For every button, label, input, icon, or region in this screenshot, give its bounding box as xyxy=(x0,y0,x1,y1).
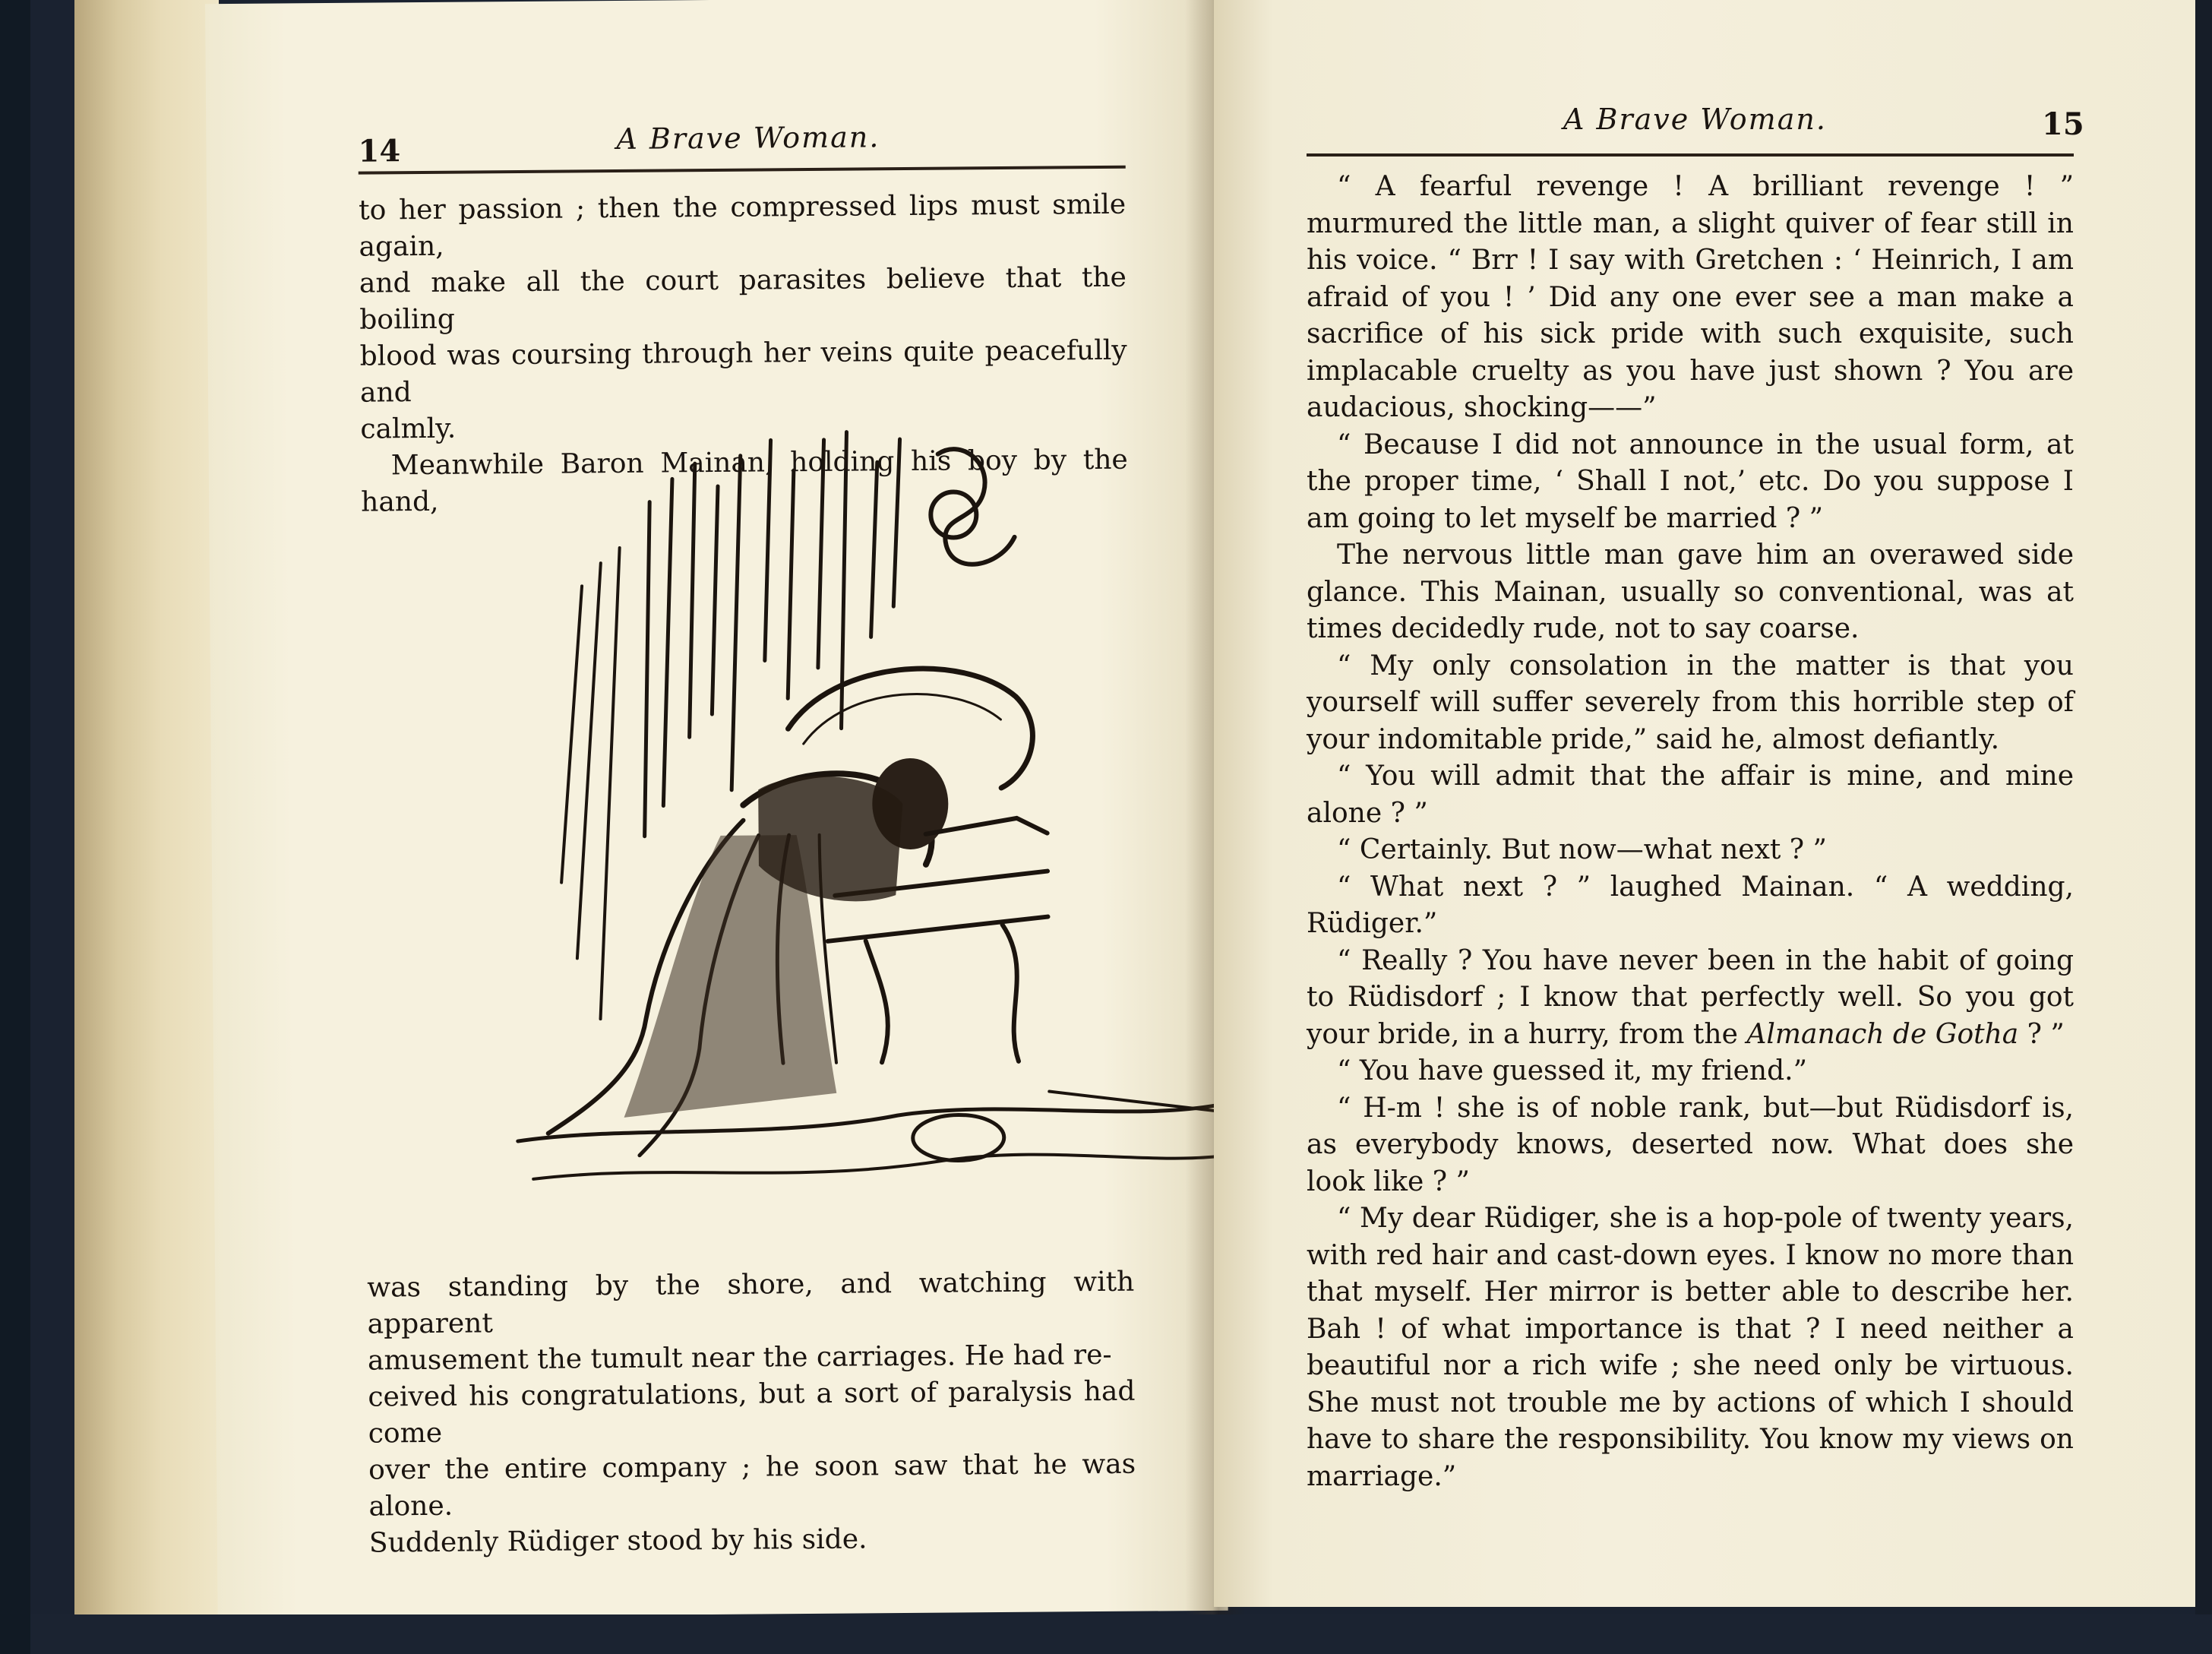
text-line: calmly. xyxy=(360,413,457,445)
left-bottom-text xyxy=(367,1264,1136,1562)
text-line: was standing by the shore, and watching with apparent xyxy=(367,1266,1135,1340)
paragraph: “ My only consolation in the matter is that you yourself will suffer severely from this horrible step of your indomitable pride,” said he, almost defiantly. xyxy=(1307,650,2074,755)
paragraph-text: “ Really ? You have never been in the habit of going to Rüdisdorf ; I know that perfectly well. So you got your bride, in a hurry, from the xyxy=(1307,944,2074,1050)
page-edges xyxy=(74,0,219,1633)
running-head-right: A Brave Woman. xyxy=(1563,103,1827,136)
text-line: Meanwhile Baron Mainan, holding his boy by the hand, xyxy=(361,444,1128,518)
paragraph: “ A fearful revenge ! A brilliant revenge ! ” murmured the little man, a slight quiver of fear still in his voice. “ Brr ! I say with Gretchen : ‘ Heinrich, I am afraid of you ! ’ Did any one ever see a man make a sacrifice of his sick pride with such exquisite, such implacable cruelty as you have just shown ? You are audacious, shocking——” xyxy=(1307,171,2074,423)
cover-edge-right xyxy=(2195,0,2212,1654)
paragraph: “ Certainly. But now—what next ? ” xyxy=(1337,834,1827,865)
cover-edge-bottom xyxy=(30,1614,2212,1654)
page-number-left: 14 xyxy=(358,133,401,169)
paragraph: “ H-m ! she is of noble rank, but—but Rüdisdorf is, as everybody knows, deserted now. What does she look like ? ” xyxy=(1307,1092,2074,1197)
paragraph: “ Because I did not announce in the usual form, at the proper time, ‘ Shall I not,’ etc. Do you suppose I am going to let myself be married ? ” xyxy=(1307,429,2074,534)
right-text xyxy=(1307,169,2074,1495)
running-head-left: A Brave Woman. xyxy=(616,120,880,156)
paragraph-end: ? ” xyxy=(2018,1018,2065,1050)
header-rule-left xyxy=(359,166,1126,175)
paragraph: “ You will admit that the affair is mine, and mine alone ? ” xyxy=(1307,761,2074,829)
paragraph: “ My dear Rüdiger, she is a hop-pole of twenty years, with red hair and cast-down eyes. I know no more than that myself. Her mirror is better able to describe her. Bah ! of what importance is that ? I need neither a beautiful nor a rich wife ; she need only be virtuous. She must not trouble me by actions of which I should have to share the responsibility. You know my views on marriage.” xyxy=(1307,1203,2074,1492)
text-line: ceived his congratulations, but a sort of paralysis had come xyxy=(368,1375,1136,1450)
text-line: to her passion ; then the compressed lips must smile again, xyxy=(359,188,1127,263)
paragraph: The nervous little man gave him an overawed side glance. This Mainan, usually so conventional, was at times decidedly rude, not to say coarse. xyxy=(1307,539,2074,644)
paragraph xyxy=(1307,943,2074,1054)
paragraph: “ What next ? ” laughed Mainan. “ A wedding, Rüdiger.” xyxy=(1307,871,2074,939)
header-rule-right xyxy=(1307,153,2074,157)
left-page xyxy=(205,0,1228,1618)
text-line: and make all the court parasites believe that the boiling xyxy=(359,261,1127,336)
italic-title: Almanach de Gotha xyxy=(1746,1018,2019,1050)
text-line: Suddenly Rüdiger stood by his side. xyxy=(368,1523,867,1559)
text-line: blood was coursing through her veins quite peacefully and xyxy=(359,334,1127,409)
text-line: amusement the tumult near the carriages. He had re- xyxy=(367,1339,1112,1377)
kneeling-woman-illustration xyxy=(466,406,1278,1232)
text-line: over the entire company ; he soon saw that he was alone. xyxy=(368,1448,1136,1523)
right-page xyxy=(1214,0,2201,1607)
page-number-right: 15 xyxy=(2042,106,2084,142)
paragraph: “ You have guessed it, my friend.” xyxy=(1337,1055,1808,1086)
